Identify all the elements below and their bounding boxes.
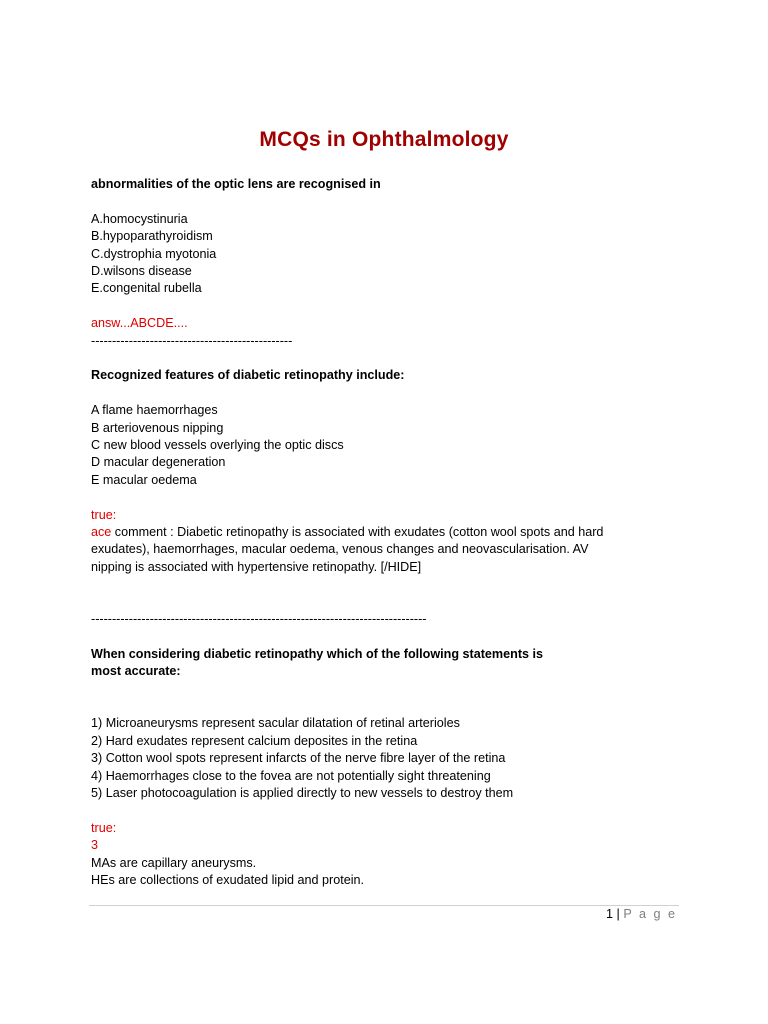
q1-option-d: D.wilsons disease (91, 264, 192, 279)
q2-option-a: A flame haemorrhages (91, 403, 218, 418)
q2-comment-line-3: nipping is associated with hypertensive retinopathy. [/HIDE] (91, 559, 422, 574)
footer-separator: | (616, 907, 620, 921)
q3-explanation-2: HEs are collections of exudated lipid and protein. (91, 873, 365, 888)
document-title: MCQs in Ophthalmology (259, 128, 509, 151)
question-1: abnormalities of the optic lens are recognised in (91, 177, 381, 191)
q3-option-1: 1) Microaneurysms represent sacular dilatation of retinal arterioles (91, 716, 460, 731)
page-footer (606, 907, 677, 921)
q1-option-a: A.homocystinuria (91, 211, 188, 226)
q2-option-c: C new blood vessels overlying the optic discs (91, 438, 344, 453)
q3-true-label: true: (91, 820, 117, 835)
question-2: Recognized features of diabetic retinopathy include: (91, 368, 405, 383)
q1-answer: answ...ABCDE.... (91, 316, 188, 331)
q3-option-4: 4) Haemorrhages close to the fovea are not potentially sight threatening (91, 768, 491, 783)
q3-answer: 3 (91, 838, 99, 853)
q3-option-5: 5) Laser photocoagulation is applied directly to new vessels to destroy them (91, 786, 514, 801)
document-body (91, 176, 691, 890)
q1-option-c: C.dystrophia myotonia (91, 246, 217, 261)
q2-option-d: D macular degeneration (91, 455, 226, 470)
q2-comment-line-2: exudates), haemorrhages, macular oedema, venous changes and neovascularisation. AV (91, 542, 589, 557)
page-word: P a g e (623, 907, 677, 921)
q3-explanation-1: MAs are capillary aneurysms. (91, 855, 257, 870)
q1-option-e: E.congenital rubella (91, 281, 202, 296)
question-3-line-2: most accurate: (91, 664, 181, 679)
q3-option-2: 2) Hard exudates represent calcium deposites in the retina (91, 733, 418, 748)
separator: ------------------------------------------------ (91, 333, 293, 348)
separator: -------------------------------------------------------------------------------- (91, 612, 427, 627)
page-number: 1 (606, 907, 614, 921)
q2-option-b: B arteriovenous nipping (91, 420, 224, 435)
q3-option-3: 3) Cotton wool spots represent infarcts of the nerve fibre layer of the retina (91, 751, 506, 766)
q2-answer-code: ace (91, 525, 112, 540)
question-3-line-1: When considering diabetic retinopathy which of the following statements is (91, 646, 544, 661)
q2-option-e: E macular oedema (91, 472, 197, 487)
q2-true-label: true: (91, 507, 117, 522)
footer-divider (89, 905, 679, 906)
q2-comment-line-1 (91, 524, 691, 541)
q1-option-b: B.hypoparathyroidism (91, 229, 213, 244)
q2-comment-text: comment : Diabetic retinopathy is associated with exudates (cotton wool spots and hard (111, 525, 604, 540)
